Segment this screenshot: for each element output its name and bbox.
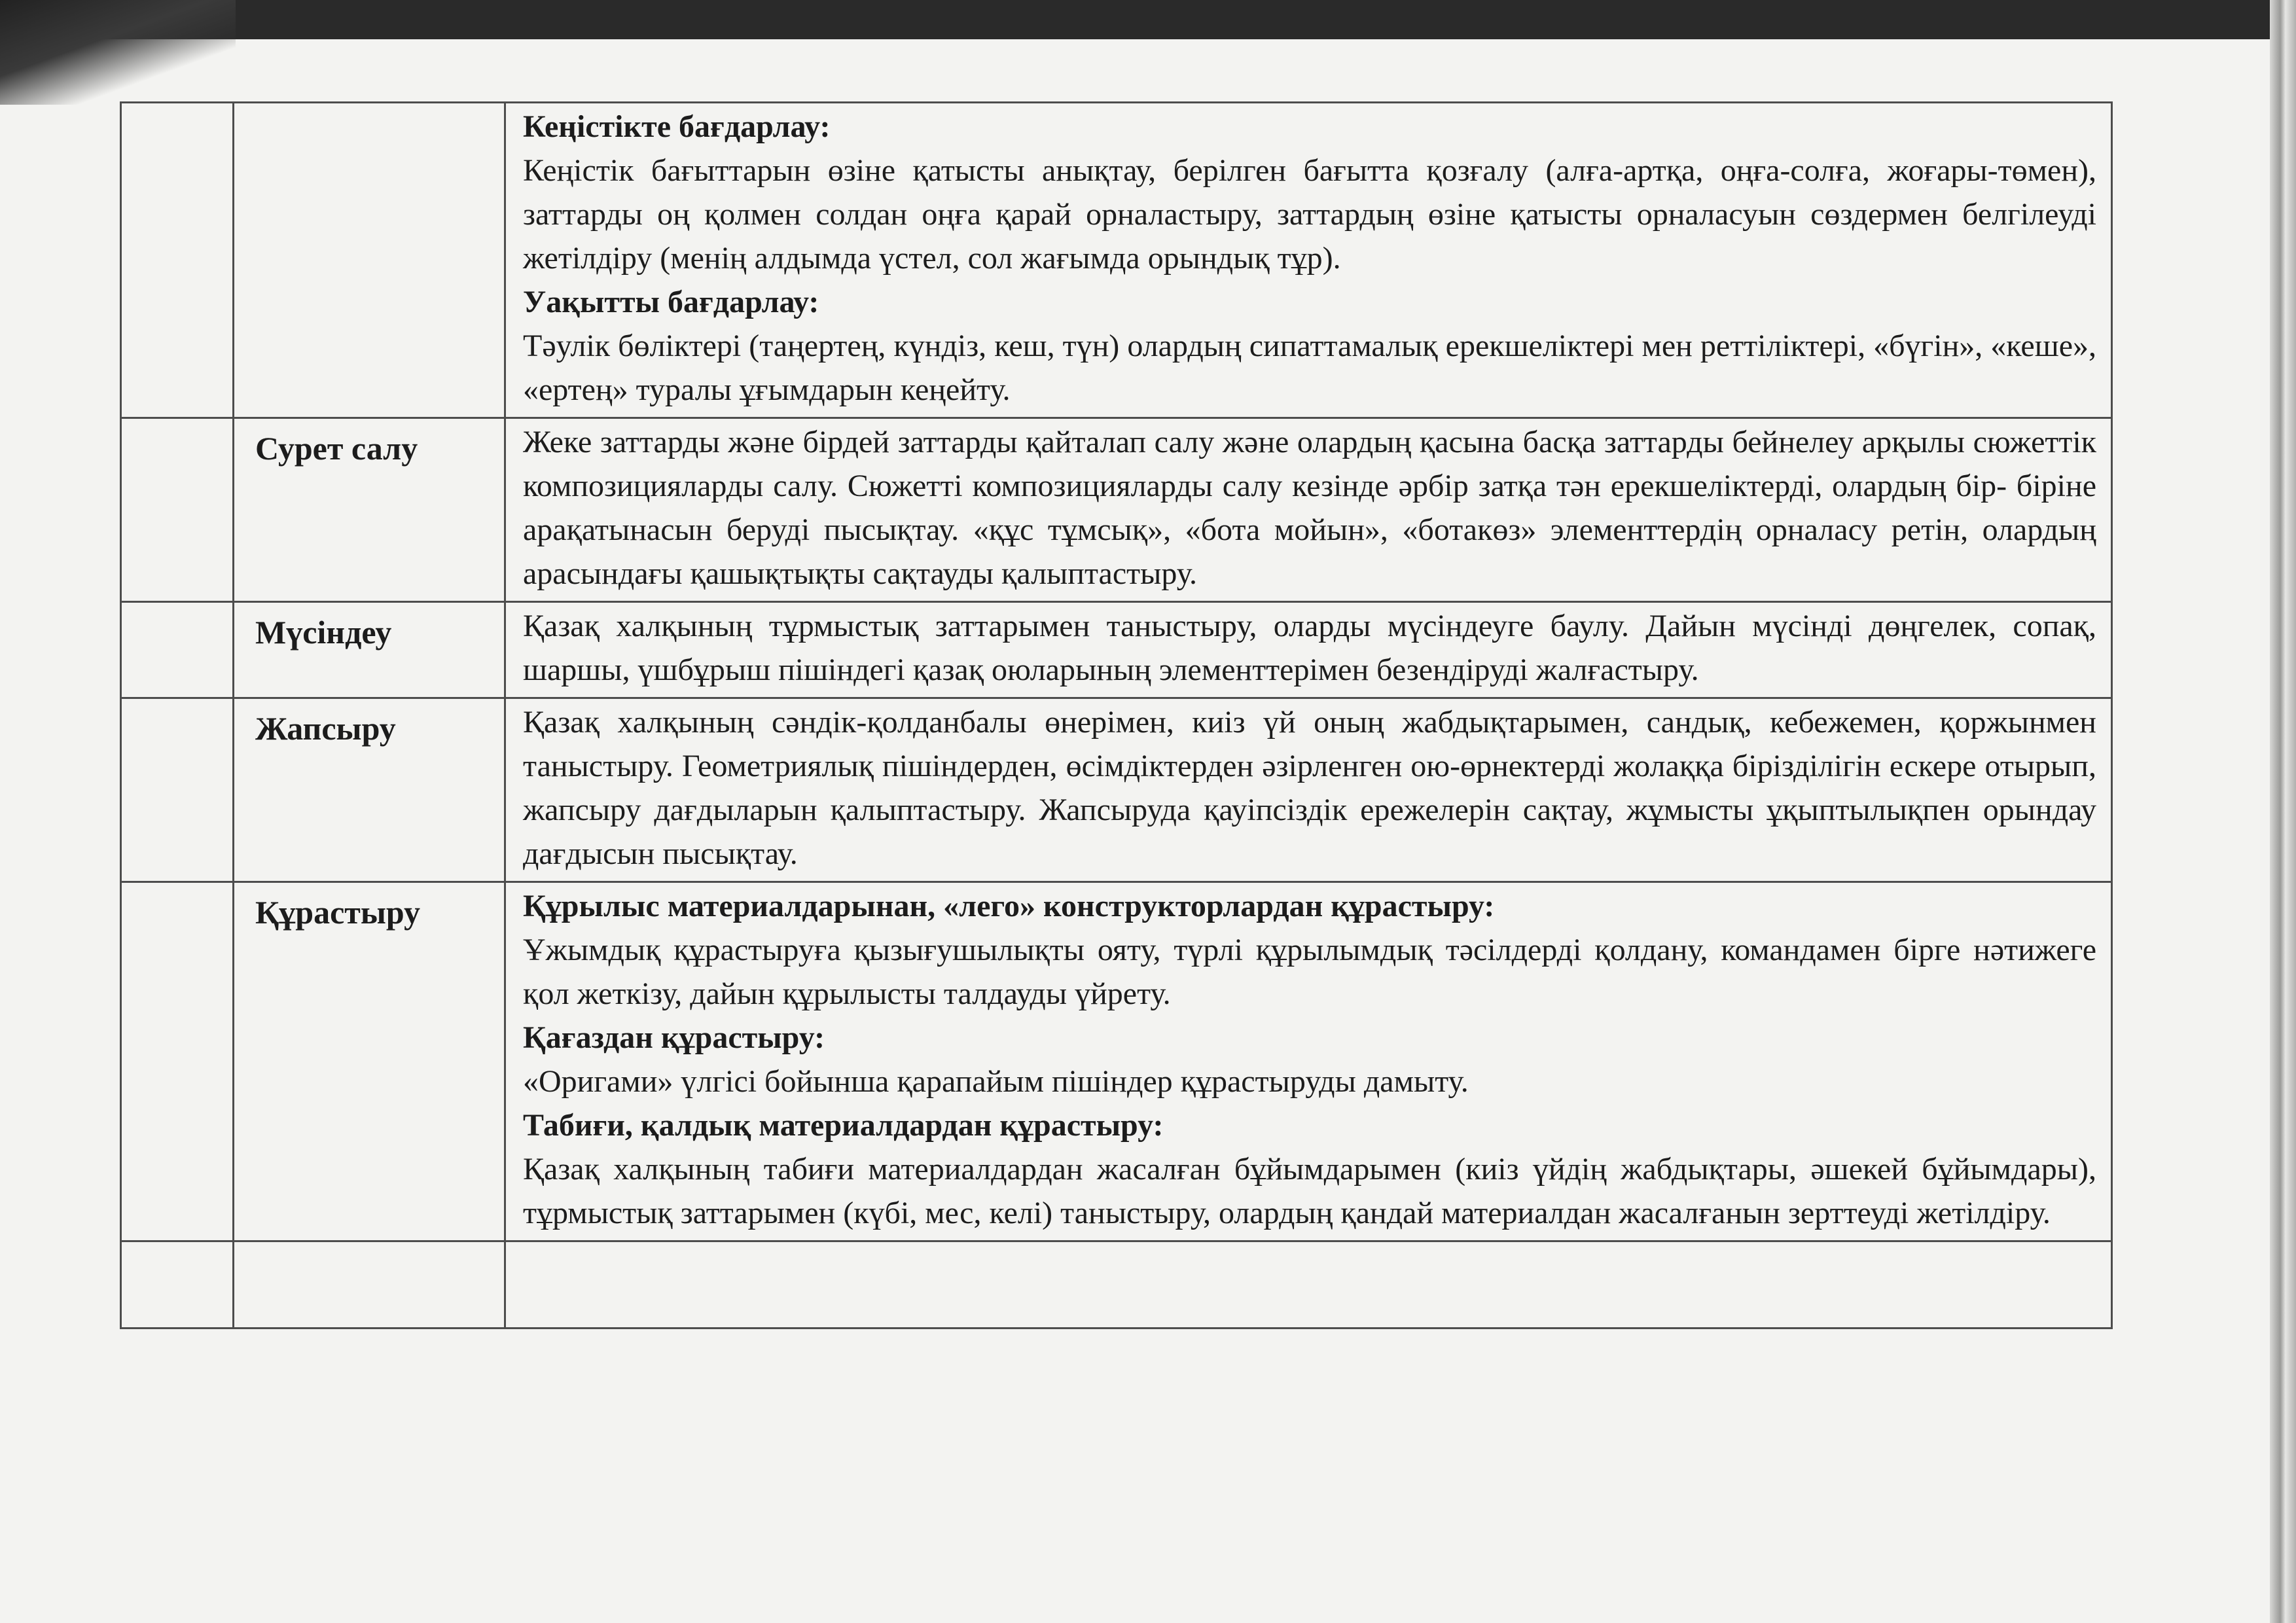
area-cell — [234, 418, 505, 602]
row-index-cell — [121, 698, 234, 882]
area-label: Сурет салу — [255, 430, 418, 467]
section-text: Қазақ халқының сәндік-қолданбалы өнерімен, киіз үй оның жабдықтарымен, сандық, кебежемен, қоржынмен таныстыру. Геометриялық пішіндерден, өсімдіктерден әзірленген ою-өрнектерді жолаққа бірізділігін ескере отырып, жапсыру дағдыларын қалыптастыру. Жапсыруда қауіпсіздік ережелерін сақтау, жұмысты ұқыптылықпен орындау дағдысын пысықтау. — [523, 705, 2096, 871]
section-heading: Құрылыс материалдарынан, «лего» конструкторлардан құрастыру: — [523, 889, 1495, 923]
section-text: Ұжымдық құрастыруға қызығушылықты ояту, түрлі құрылымдық тәсілдерді қолдану, командамен бірге нәтижеге қол жеткізу, дайын құрылысты талдауды үйрету. — [523, 933, 2096, 1011]
table-row — [121, 602, 2112, 698]
row-index-cell — [121, 103, 234, 418]
section-heading: Уақытты бағдарлау: — [523, 285, 819, 319]
area-label: Жапсыру — [255, 710, 396, 747]
table-body — [121, 103, 2112, 1329]
content-cell — [505, 103, 2112, 418]
page-edge — [2270, 0, 2296, 1623]
area-cell — [234, 103, 505, 418]
content-cell — [505, 882, 2112, 1241]
content-cell — [505, 418, 2112, 602]
area-label: Құрастыру — [255, 894, 421, 931]
table-row — [121, 418, 2112, 602]
empty-cell — [505, 1241, 2112, 1329]
section-text: «Оригами» үлгісі бойынша қарапайым пішіндер құрастыруды дамыту. — [523, 1064, 1469, 1099]
area-cell — [234, 602, 505, 698]
scan-border-top — [0, 0, 2296, 39]
area-label: Мүсіндеу — [255, 614, 392, 651]
section-heading: Табиғи, қалдық материалдардан құрастыру: — [523, 1108, 1164, 1143]
section-heading: Кеңістікте бағдарлау: — [523, 109, 831, 144]
row-index-cell — [121, 602, 234, 698]
table-row — [121, 698, 2112, 882]
table-row — [121, 882, 2112, 1241]
row-index-cell — [121, 418, 234, 602]
section-text: Тәулік бөліктері (таңертең, күндіз, кеш, түн) олардың сипаттамалық ерекшеліктері мен реттіліктері, «бүгін», «кеше», «ертең» туралы ұғымдарын кеңейту. — [523, 329, 2096, 407]
area-cell — [234, 882, 505, 1241]
section-heading: Қағаздан құрастыру: — [523, 1020, 825, 1055]
empty-row — [121, 1241, 2112, 1329]
section-text: Кеңістік бағыттарын өзіне қатысты анықтау, берілген бағытта қозғалу (алға-артқа, оңға-солға, жоғары-төмен), заттарды оң қолмен солдан оңға қарай орналастыру, заттардың өзіне қатысты орналасуын сөздермен белгілеуді жетілдіру (менің алдымда үстел, сол жағымда орындық тұр). — [523, 153, 2096, 276]
section-text: Жеке заттарды және бірдей заттарды қайталап салу және олардың қасына басқа заттарды бейнелеу арқылы сюжеттік композицияларды салу. Сюжетті композицияларды салу кезінде әрбір затқа тән ерекшеліктерді, олардың бір- біріне арақатынасын беруді пысықтау. «құс тұмсық», «бота мойын», «ботакөз» элементтердің орналасу ретін, олардың арасындағы қашықтықты сақтауды қалыптастыру. — [523, 425, 2096, 591]
table-row — [121, 103, 2112, 418]
section-text: Қазақ халқының тұрмыстық заттарымен таныстыру, оларды мүсіндеуге баулу. Дайын мүсінді дөңгелек, сопақ, шаршы, үшбұрыш пішіндегі қазақ оюларының элементтерімен безендіруді жалғастыру. — [523, 609, 2096, 687]
content-cell — [505, 698, 2112, 882]
empty-cell — [234, 1241, 505, 1329]
scan-corner-shadow — [0, 0, 236, 105]
section-text: Қазақ халқының табиғи материалдардан жасалған бұйымдарымен (киіз үйдің жабдықтары, әшекей бұйымдары), тұрмыстық заттарымен (күбі, мес, келі) таныстыру, олардың қандай материалдан жасалғанын зерттеуді жетілдіру. — [523, 1152, 2096, 1230]
content-cell — [505, 602, 2112, 698]
curriculum-table — [120, 101, 2113, 1329]
empty-cell — [121, 1241, 234, 1329]
area-label — [234, 103, 504, 111]
row-index-cell — [121, 882, 234, 1241]
area-cell — [234, 698, 505, 882]
